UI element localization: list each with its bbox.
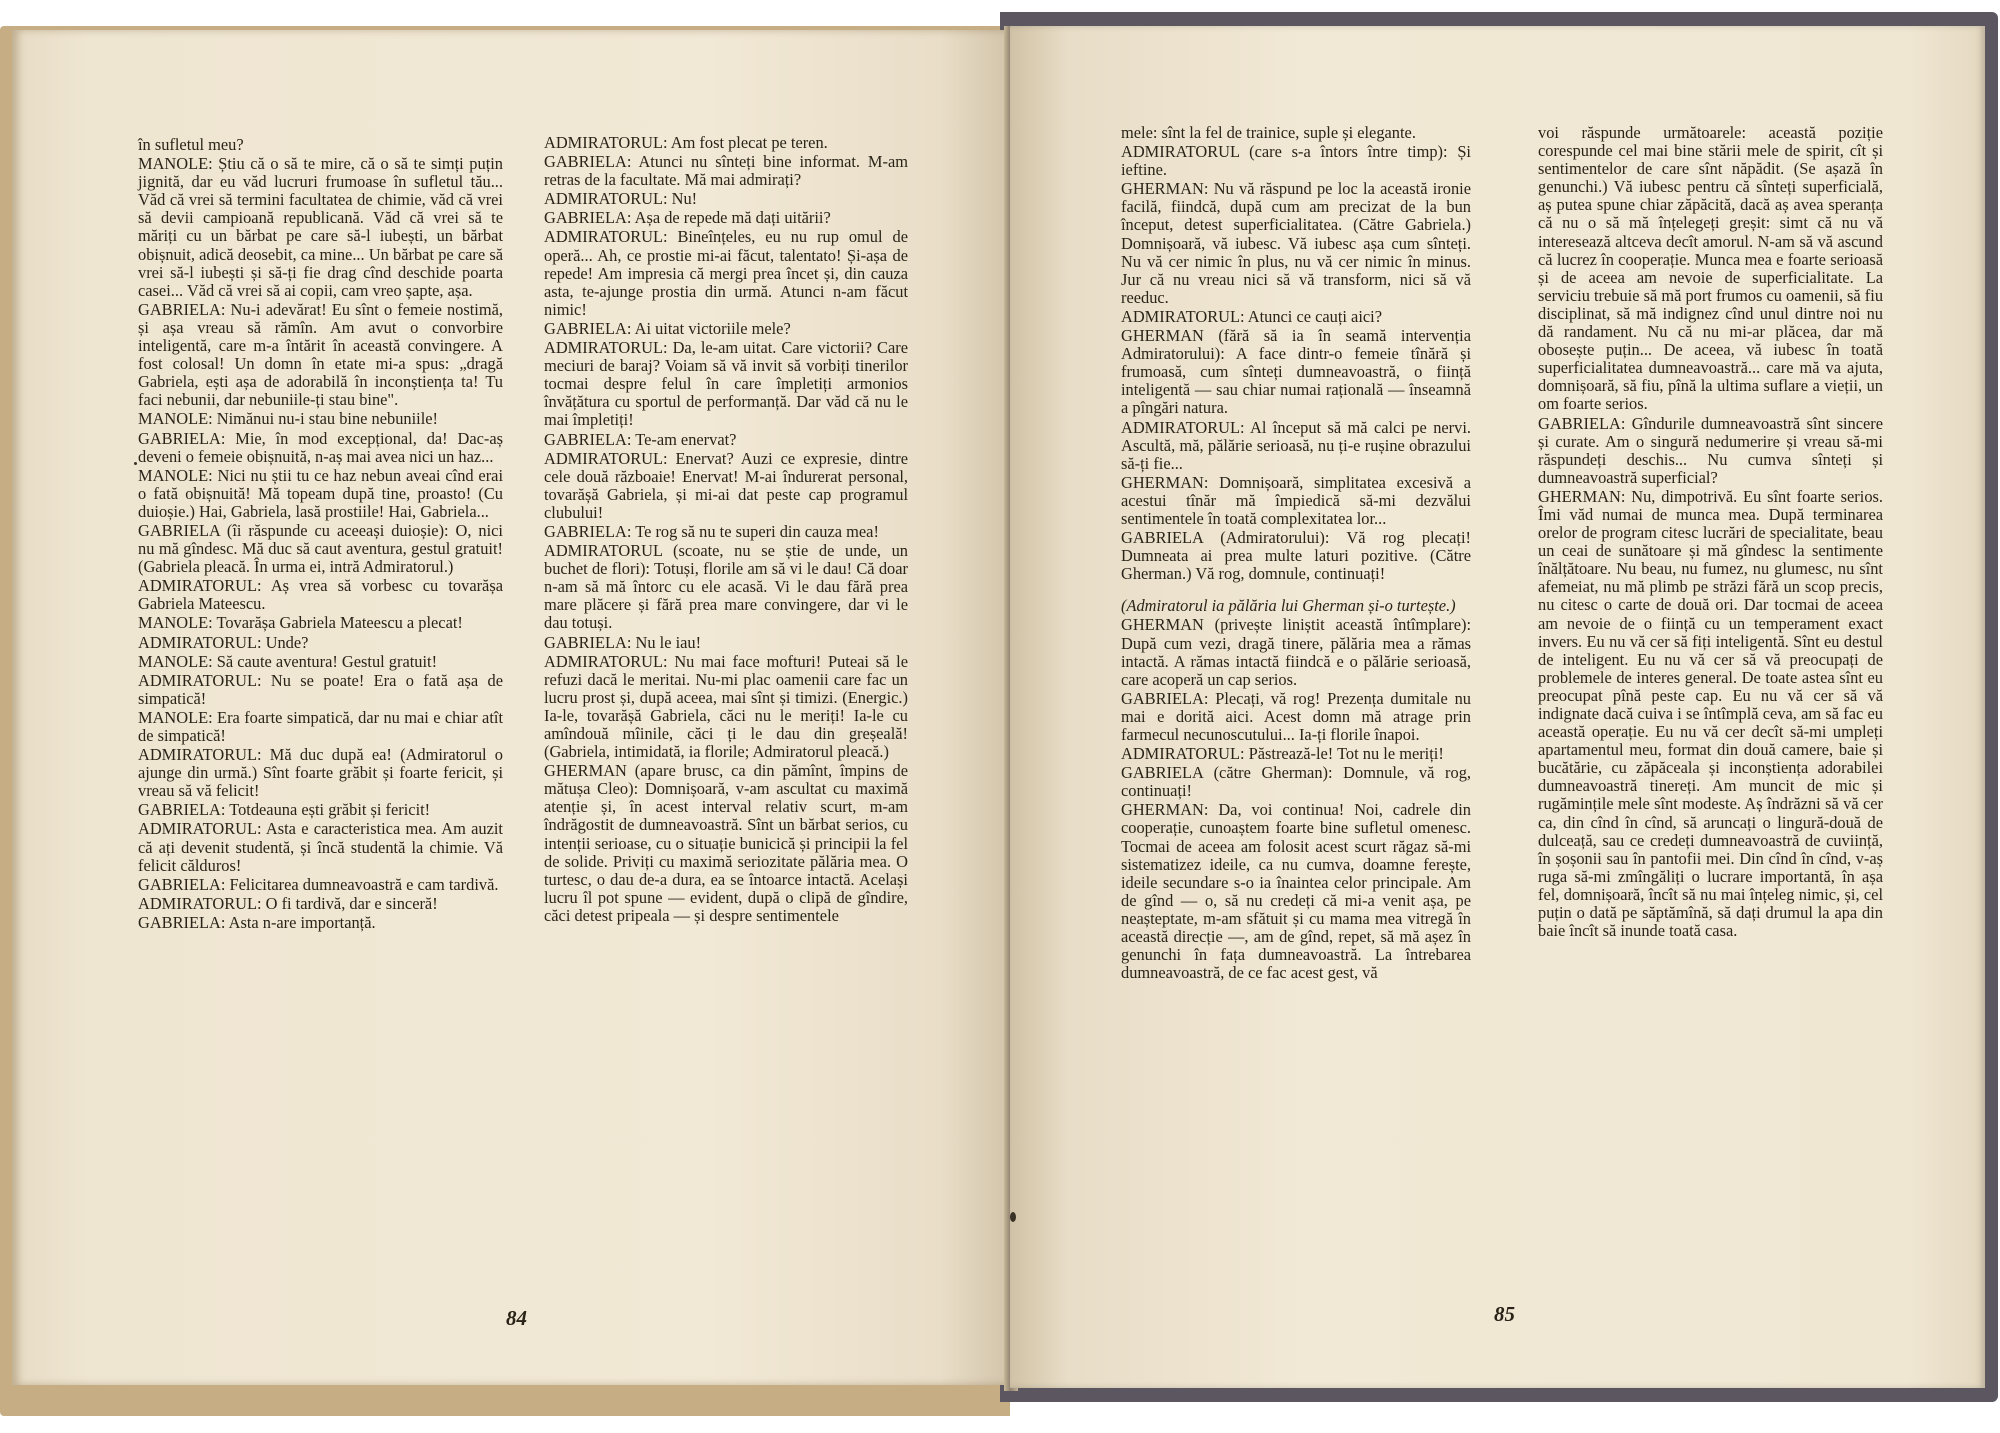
dialogue-paragraph: GABRIELA: Așa de repede mă dați uitării? [544, 208, 831, 228]
dialogue-paragraph: ADMIRATORUL: Da, le-am uitat. Care victorii? Care meciuri de baraj? Voiam să vă invit să vorbiți tinerilor tocmai despre felul în care împletiți armonios învățătura cu sportul de performanță. Dar văd că nu le mai împletiți! [544, 338, 908, 430]
left-page-column-2 [544, 134, 908, 925]
dialogue-paragraph: GABRIELA: Felicitarea dumneavoastră e cam tardivă. [138, 874, 499, 894]
right-page-column-1 [1121, 124, 1471, 982]
dialogue-paragraph: ADMIRATORUL: Păstrează-le! Tot nu le meriți! [1121, 744, 1444, 764]
dialogue-paragraph: GABRIELA: Asta n-are importanță. [138, 912, 376, 932]
dialogue-paragraph: GABRIELA: Mie, în mod excepțional, da! Dac-aș deveni o femeie obișnuită, n-aș mai avea nici un haz... [138, 428, 503, 466]
dialogue-paragraph: GABRIELA: Te-am enervat? [544, 429, 737, 449]
dialogue-paragraph: ADMIRATORUL: Al început să mă calci pe nervi. Ascultă, mă, pălărie serioasă, nu ți-e rușine obrazului să-ți fie... [1121, 417, 1471, 473]
dialogue-paragraph: mele: sînt la fel de trainice, suple și elegante. [1121, 123, 1416, 142]
dialogue-paragraph: MANOLE: Nimănui nu-i stau bine nebuniile! [138, 409, 438, 429]
dialogue-paragraph: voi răspunde următoarele: această poziție corespunde cel mai bine stării mele de spirit, cît și sentimentelor de care sînt năpădit. (Se așază în genunchi.) Vă iubesc pentru că sînteți superficială, aș putea spune chiar zăpăcită, dacă aș avea speranța că nu o să mă înțelegeți greșit: simt că nu vă interesează altceva decît amorul. N-am să vă ascund că lucrez în cooperație. Munca mea e foarte serioasă și de aceea am nevoie de superficialitate. La serviciu trebuie să mă port frumos cu oamenii, să fiu disciplinat, să mă indignez cînd unul dintre noi nu dă randament. Nu că nu mi-ar plăcea, dar mă obosește puțin... De aceea, vă iubesc în toată superficialitatea dumneavoastră... care mă va ajuta, domnișoară, să fiu, pînă la ultima suflare a vieții, un om foarte serios. [1538, 123, 1884, 414]
dialogue-paragraph: GABRIELA (Admiratorului): Vă rog plecați! Dumneata ai prea multe laturi pozitive. (Către Gherman.) Vă rog, domnule, continuați! [1121, 528, 1471, 584]
dialogue-paragraph: GHERMAN: Domnișoară, simplitatea excesivă a acestui tînăr mă împiedică să-mi dezvălui sentimentele în toată complexitatea lor... [1121, 472, 1471, 528]
dialogue-paragraph: ADMIRATORUL: Nu! [544, 189, 698, 209]
dialogue-paragraph: (Admiratorul ia pălăria lui Gherman și-o turtește.) [1121, 596, 1456, 616]
dialogue-paragraph: GHERMAN: Nu, dimpotrivă. Eu sînt foarte serios. Îmi văd numai de munca mea. După terminarea orelor de program citesc lucrări de specialitate, beau un ceai de sunătoare și mă gîndesc la sentimente înălțătoare. Nu beau, nu fumez, nu glumesc, nu sînt afemeiat, nu mă plimb pe străzi fără un scop precis, nu citesc o carte de două ori. Dar tocmai de aceea am nevoie de o ființă cu un temperament exact invers. Eu nu vă cer să fiți inteligentă. Sînt eu destul de inteligent. Eu nu vă cer să vă preocupați de problemele de interes general. De toate astea sînt eu preocupat pînă peste cap. Eu nu vă cer să vă indignate dacă cuiva i se întîmplă ceva, am să fac eu această operație. Eu nu vă cer decît să-mi umpleți apartamentul meu, format din două camere, baie și bucătărie, cu zăpăceala și inconștiența adorabilei dumneavoastră tinereți. Am muncit de mic și rugămințile mele sînt modeste. Aș îndrăzni să vă cer ca, din cînd în cînd, să aruncați o lingură-două de dulceață, sau ce credeți dumneavoastră de cuviință, în șoșonii sau în pantofii mei. Din cînd în cînd, v-aș ruga să-mi zmîngăliți o lucrare importantă, în așa fel, domnișoară, încît să nu mai înțeleg nimic, și, cel puțin o dată pe săptămînă, să dați drumul la apa din baie încît să inunde toată casa. [1538, 486, 1883, 941]
dialogue-paragraph: GABRIELA: Nu-i adevărat! Eu sînt o femeie nostimă, și așa vreau să rămîn. Am avut o convorbire inteligentă, care m-a întărit în această convingere. A fost colosal! Un domn în etate mi-a spus: „dragă Gabriela, ești așa de adorabilă în inconștiența ta! Tu faci nebunii, dar nebuniile-ți stau bine". [138, 299, 503, 410]
dialogue-paragraph: GABRIELA: Te rog să nu te superi din cauza mea! [544, 521, 879, 541]
dialogue-paragraph: MANOLE: Nici nu știi tu ce haz nebun aveai cînd erai o fată obișnuită! Mă topeam după tine, proasto! (Cu duioșie.) Hai, Gabriela, lasă prostiile! Hai, Gabriela... [138, 465, 503, 521]
dialogue-paragraph: ADMIRATORUL: Atunci ce cauți aici? [1121, 306, 1382, 326]
right-page-column-2 [1538, 124, 1883, 940]
dialogue-paragraph: GABRIELA: Plecați, vă rog! Prezența dumitale nu mai e dorită aici. Acest domn mă atrage prin farmecul necunoscutului... Ia-ți florile înapoi. [1121, 688, 1471, 744]
dialogue-paragraph: MANOLE: Să caute aventura! Gestul gratuit! [138, 651, 438, 671]
dialogue-paragraph: MANOLE: Era foarte simpatică, dar nu mai e chiar atît de simpatică! [138, 707, 503, 745]
dialogue-paragraph: ADMIRATORUL: O fi tardivă, dar e sinceră! [138, 893, 438, 913]
dialogue-paragraph: ADMIRATORUL: Asta e caracteristica mea. Am auzit că ați devenit studentă, și încă studentă la chimie. Vă felicit călduros! [138, 819, 503, 875]
dialogue-paragraph: ADMIRATORUL: Enervat? Auzi ce expresie, dintre cele două războaie! Enervat! M-ai îndurerat personal, tovarășă Gabriela, și mi-ai dat peste cap programul clubului! [544, 448, 908, 522]
page-85 [1010, 26, 1985, 1388]
dialogue-paragraph: ADMIRATORUL: Nu se poate! Era o fată așa de simpatică! [138, 670, 503, 708]
dialogue-paragraph: ADMIRATORUL: Bineînțeles, eu nu rup omul de operă... Ah, ce prostie mi-ai făcut, talentato! Și-așa de repede! Am impresia că mergi prea încet și, din cauza asta, te-ajunge prostia din urmă. Atunci n-am făcut nimic! [544, 227, 908, 319]
dialogue-paragraph: ADMIRATORUL: Nu mai face mofturi! Puteai să le refuzi dacă le meritai. Nu-mi plac oamenii care fac un lucru prost și, după aceea, mai sînt și timizi. (Energic.) Ia-le, tovarășă Gabriela, căci nu le meriți! Ia-le cu amîndouă mîinile, căci ți le dau din greșeală! (Gabriela, intimidată, ia florile; Admiratorul pleacă.) [544, 651, 908, 762]
dialogue-paragraph: în sufletul meu? [138, 135, 244, 154]
page-number: 85 [1494, 1302, 1515, 1326]
dialogue-paragraph: GABRIELA (îi răspunde cu aceeași duioșie): O, nici nu mă gîndesc. Mă duc să caut aventura, gestul gratuit! (Gabriela pleacă. În urma ei, intră Admiratorul.) [138, 520, 503, 577]
dialogue-paragraph: ADMIRATORUL: Unde? [138, 632, 309, 652]
dialogue-paragraph: GABRIELA: Atunci nu sînteți bine informat. M-am retras de la facultate. Mă mai admirați? [544, 152, 908, 190]
dialogue-paragraph: GABRIELA: Totdeauna ești grăbit și fericit! [138, 800, 431, 820]
dialogue-paragraph: GHERMAN (apare brusc, ca din pămînt, împins de mătușa Cleo): Domnișoară, v-am ascultat cu maximă atenție și, în acest interval relativ scurt, m-am îndrăgostit de dumneavoastră. Sînt un bărbat serios, cu intenții serioase, cu o situație bunicică și principii la fel de solide. Priviți cu maximă seriozitate pălăria mea. O turtesc, o dau de-a dura, ea se întoarce intactă. Același lucru îl pot spune — evident, după o clipă de gîndire, căci detest pripeala — și despre sentimentele [544, 761, 908, 925]
dialogue-paragraph: GABRIELA: Nu le iau! [544, 632, 702, 652]
dialogue-paragraph: GHERMAN: Nu vă răspund pe loc la această ironie facilă, fiindcă, după cum am precizat de la bun început, detest superficialitatea. (Către Gabriela.) Domnișoară, vă iubesc. Vă iubesc așa cum sînteți. Nu vă cer nimic în plus, nu vă cer nimic în minus. Jur că nu vreau nici să vă transform, nici să vă reeduc. [1121, 179, 1471, 307]
dialogue-paragraph: GABRIELA: Ai uitat victoriile mele? [544, 318, 791, 338]
dialogue-paragraph: GHERMAN (fără să ia în seamă intervenția Admiratorului): A face dintr-o femeie tînără și frumoasă, cum sînteți dumneavoastră, o ființă inteligentă — sau chiar numai rațională — înseamnă a pîngări natura. [1121, 326, 1471, 418]
dialogue-paragraph: GHERMAN (privește liniștit această întîmplare): După cum vezi, dragă tinere, pălăria mea a rămas intactă. A rămas intactă fiindcă e o pălărie serioasă, care acoperă un cap serios. [1121, 615, 1471, 689]
dialogue-paragraph: GABRIELA (către Gherman): Domnule, vă rog, continuați! [1121, 763, 1471, 801]
dialogue-paragraph: GHERMAN: Da, voi continua! Noi, cadrele din cooperație, cunoaștem foarte bine sufletul omenesc. Tocmai de aceea am folosit acest scurt răgaz să-mi sistematizez ideile, ca nu cumva, doamne ferește, ideile secundare s-o ia înaintea celor principale. Am de gînd — o, să nu credeți că mi-a venit așa, pe neașteptate, m-am sfătuit și cu mama mea vitregă în această direcție —, am de gînd, repet, să mă așez în genunchi în fața dumneavoastră. La întrebarea dumneavoastră, de ce fac acest gest, vă [1121, 800, 1471, 983]
dialogue-paragraph: MANOLE: Știu că o să te mire, că o să te simți puțin jignită, dar eu văd lucruri frumoase în sufletul tău... Văd că vrei să termini facultatea de chimie, văd că vrei să devii campioană republicană. Văd că vrei să te măriți cu un bărbat pe care să-l iubești, un bărbat obișnuit, adică deosebit, ca mine... Un bărbat pe care să vrei să-l iubești și să-ți fie drag cînd deschide poarta casei... Văd că vrei să ai copii, cam vreo șapte, așa. [138, 154, 503, 300]
page-number: 84 [506, 1306, 527, 1330]
dialogue-paragraph: GABRIELA: Gîndurile dumneavoastră sînt sincere și curate. Am o singură nedumerire și vreau să-mi răspundeți deschis... Nu cumva sînteți și dumneavoastră superficial? [1538, 413, 1883, 487]
dialogue-paragraph: ADMIRATORUL: Mă duc după ea! (Admiratorul o ajunge din urmă.) Sînt foarte grăbit și foarte fericit, și vreau să vă felicit! [138, 745, 503, 801]
dialogue-paragraph: ADMIRATORUL (scoate, nu se știe de unde, un buchet de flori): Totuși, florile am să vi le dau! Că doar n-am să mă întorc cu ele acasă. Vi le dau fără prea mare plăcere și fără prea mare convingere, dar vi le dau totuși. [544, 541, 908, 633]
dialogue-paragraph: ADMIRATORUL: Am fost plecat pe teren. [544, 133, 828, 152]
left-page-column-1 [138, 136, 503, 932]
dialogue-paragraph: MANOLE: Tovarășa Gabriela Mateescu a plecat! [138, 613, 463, 633]
page-84 [12, 30, 1010, 1385]
dialogue-paragraph: ADMIRATORUL (care s-a întors între timp): Și ieftine. [1121, 142, 1471, 180]
dialogue-paragraph: ADMIRATORUL: Aș vrea să vorbesc cu tovarășa Gabriela Mateescu. [138, 576, 503, 614]
